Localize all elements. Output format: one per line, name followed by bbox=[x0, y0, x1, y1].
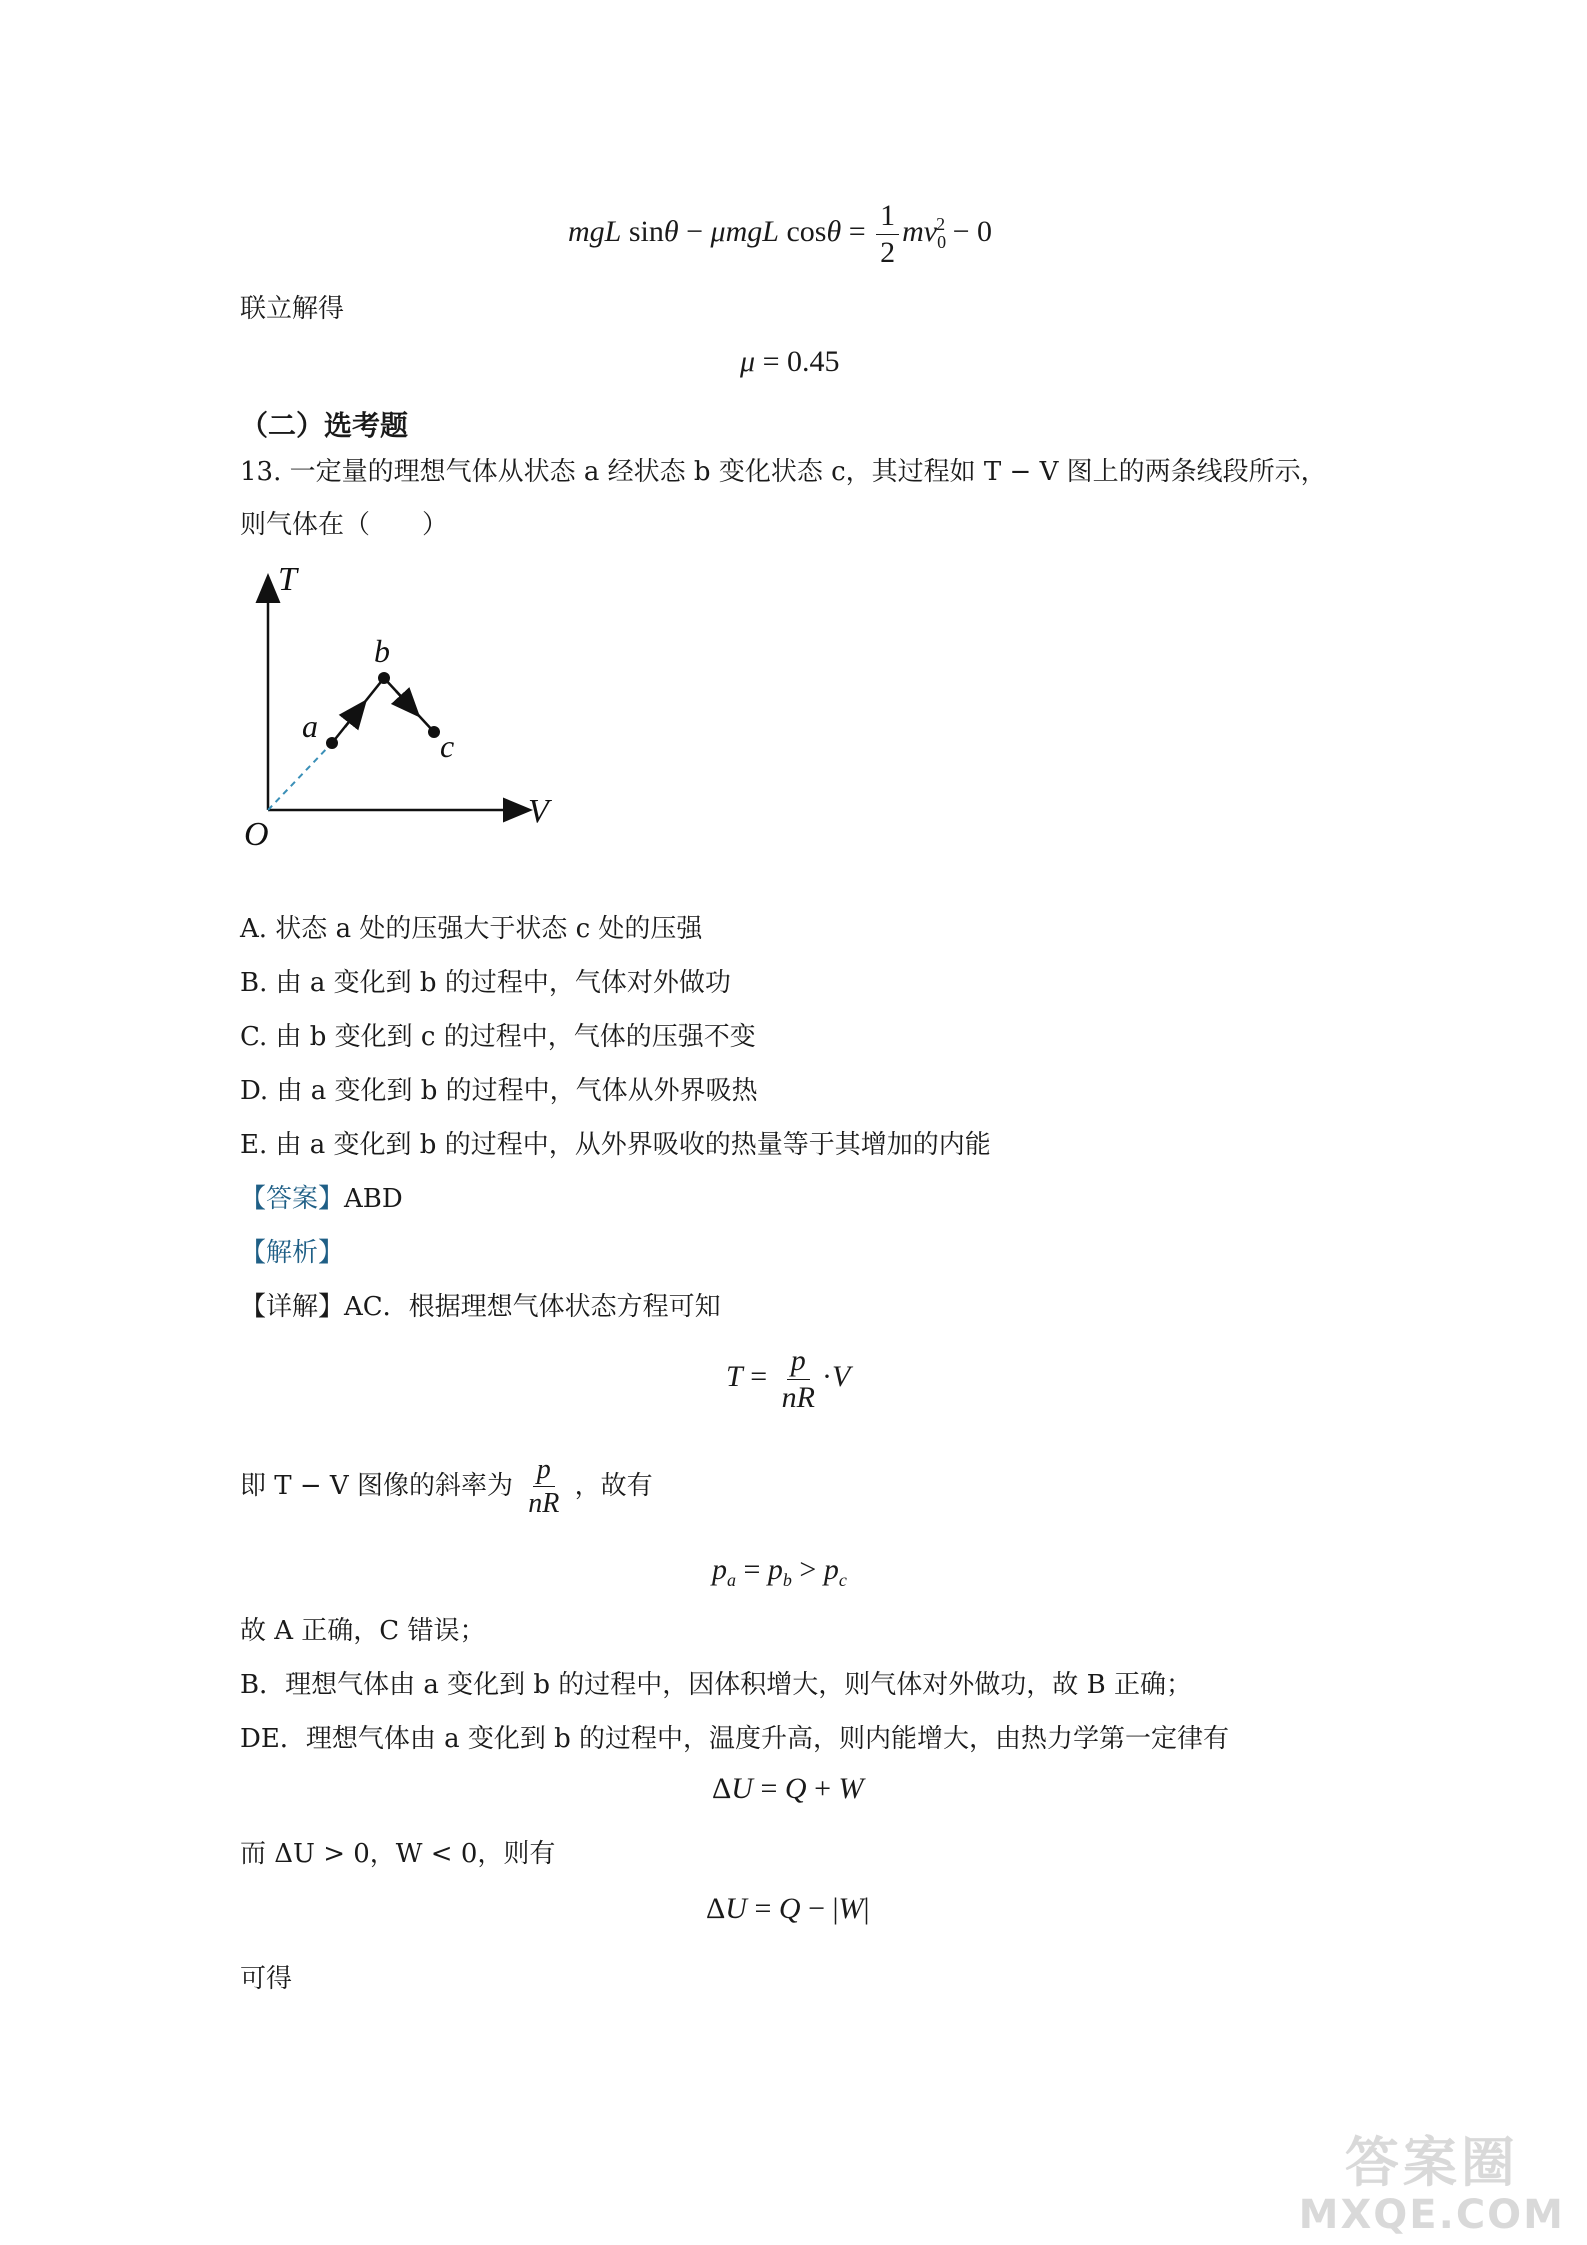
answer-value: ABD bbox=[344, 1184, 403, 1214]
option-a: A. 状态 a 处的压强大于状态 c 处的压强 bbox=[240, 914, 703, 944]
arrow-bc bbox=[396, 691, 417, 714]
detail-line-4: B．理想气体由 a 变化到 b 的过程中，因体积增大，则气体对外做功，故 B 正确； bbox=[240, 1670, 1192, 1700]
first-law-equation-abs: ΔU = Q − |W| bbox=[706, 1892, 870, 1925]
question-number: 13. bbox=[240, 457, 282, 487]
detail-tag: 【详解】 bbox=[240, 1292, 345, 1322]
energy-equation: mgL sinθ − μmgL cosθ = $\frac{1}{2}$ $mv_0^2 - 0$ bbox=[568, 199, 993, 269]
question-line-2: 则气体在（ ） bbox=[240, 510, 449, 540]
point-a-label: a bbox=[302, 708, 318, 744]
detail-line-3: 故 A 正确，C 错误； bbox=[240, 1616, 486, 1646]
point-b-label: b bbox=[374, 633, 390, 669]
question-line-1 bbox=[240, 455, 1327, 489]
answer-line bbox=[240, 1182, 403, 1216]
origin-label: O bbox=[244, 816, 269, 853]
solve-together-text: 联立解得 bbox=[240, 294, 345, 324]
point-c-dot bbox=[428, 726, 440, 738]
detail-line-5: DE．理想气体由 a 变化到 b 的过程中，温度升高，则内能增大，由热力学第一定律有 bbox=[240, 1724, 1230, 1754]
watermark-logo: 答案圈 MXQE.COM bbox=[1298, 2131, 1565, 2238]
option-e: E. 由 a 变化到 b 的过程中，从外界吸收的热量等于其增加的内能 bbox=[240, 1130, 991, 1160]
mu-result: μ = 0.45 bbox=[740, 345, 840, 378]
answer-tag: 【答案】 bbox=[240, 1184, 345, 1214]
point-b-dot bbox=[378, 672, 390, 684]
question-text: 一定量的理想气体从状态 a 经状态 b 变化状态 c，其过程如 T − V 图上的两条线段所示， bbox=[289, 457, 1327, 487]
option-d: D. 由 a 变化到 b 的过程中，气体从外界吸热 bbox=[240, 1076, 758, 1106]
detail-line-7: 可得 bbox=[240, 1964, 293, 1994]
detail-line-1: 【详解】AC．根据理想气体状态方程可知 bbox=[240, 1292, 721, 1322]
point-c-label: c bbox=[440, 728, 455, 764]
tv-diagram bbox=[240, 560, 570, 860]
option-c: C. 由 b 变化到 c 的过程中，气体的压强不变 bbox=[240, 1022, 756, 1052]
detail-line-6: 而 ΔU > 0，W < 0，则有 bbox=[240, 1839, 556, 1869]
x-axis-label: V bbox=[528, 793, 549, 830]
detail-line-2: 即 T − V 图像的斜率为 $\frac{p}{nR}$ ，故有 bbox=[240, 1454, 653, 1520]
y-axis-label: T bbox=[278, 561, 297, 598]
point-a-dot bbox=[326, 737, 338, 749]
option-b: B. 由 a 变化到 b 的过程中，气体对外做功 bbox=[240, 968, 731, 998]
section-heading: （二）选考题 bbox=[240, 409, 409, 442]
first-law-equation: ΔU = Q + W bbox=[712, 1772, 864, 1805]
analysis-tag: 【解析】 bbox=[240, 1238, 345, 1268]
arrow-ab bbox=[345, 703, 364, 727]
slope-fraction: $\frac{p}{nR}$ bbox=[528, 1454, 560, 1520]
pressure-comparison: $p_a = p_b > p_c$ bbox=[712, 1553, 847, 1590]
ideal-gas-equation: T = $\frac{p}{nR}$ ·V bbox=[726, 1344, 851, 1414]
origin-dashed-line bbox=[268, 743, 332, 810]
